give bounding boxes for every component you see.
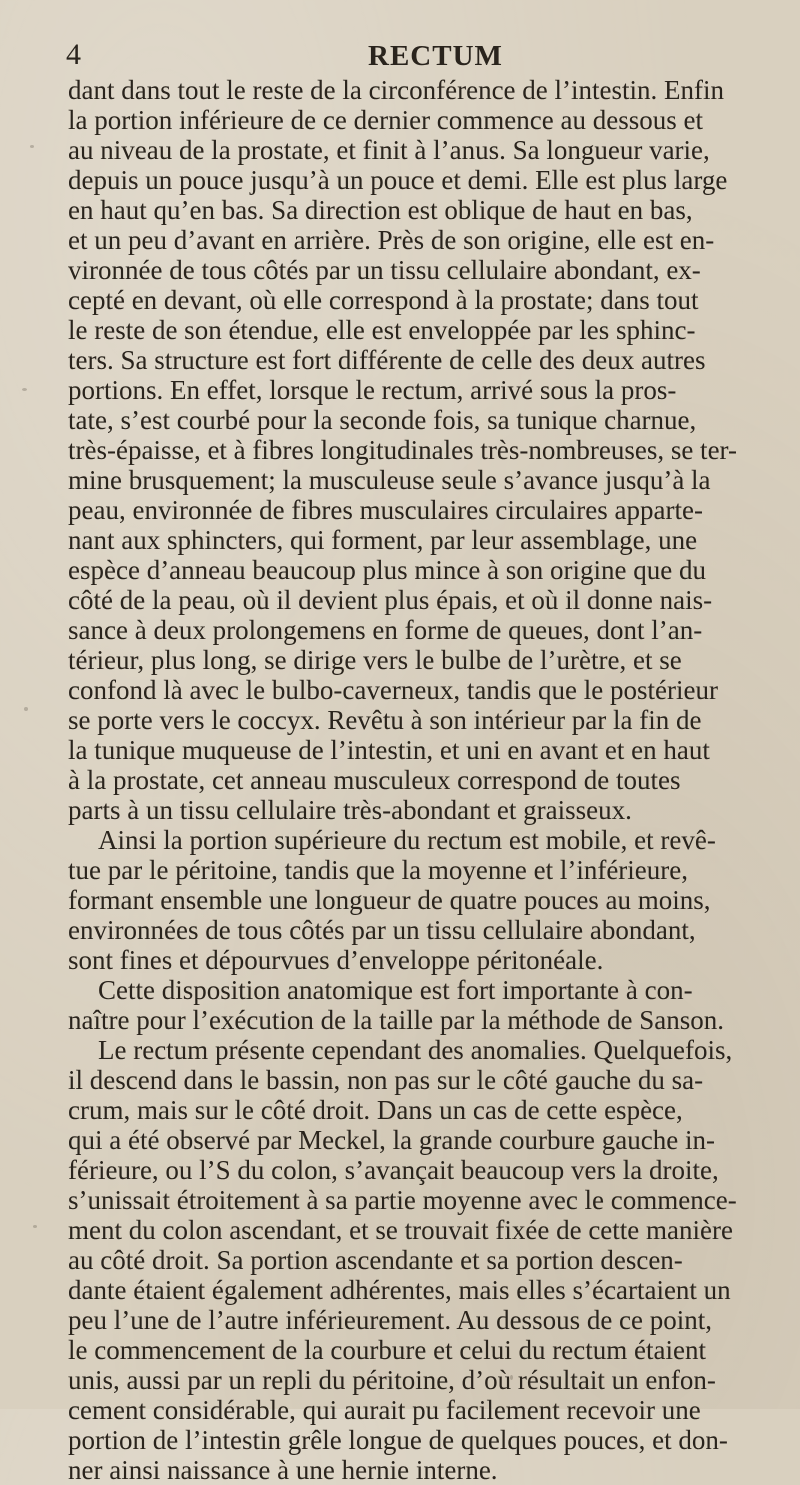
- paragraph-start-line: Cette disposition anatomique est fort importante à con-: [98, 975, 693, 1005]
- text-line: ters. Sa structure est fort différente de celle des deux autres: [68, 345, 706, 375]
- text-line: depuis un pouce jusqu’à un pouce et demi. Elle est plus large: [68, 165, 728, 195]
- text-line: s’unissait étroitement à sa partie moyenne avec le commence-: [68, 1185, 737, 1215]
- text-line: et un peu d’avant en arrière. Près de son origine, elle est en-: [68, 225, 715, 255]
- text-line: espèce d’anneau beaucoup plus mince à son origine que du: [68, 555, 707, 585]
- text-line: confond là avec le bulbo-caverneux, tandis que le postérieur: [68, 675, 718, 705]
- text-line: au niveau de la prostate, et finit à l’anus. Sa longueur varie,: [68, 135, 710, 165]
- running-title: RECTUM: [368, 40, 503, 72]
- text-line: environnées de tous côtés par un tissu cellulaire abondant,: [68, 915, 696, 945]
- text-line: unis, aussi par un repli du péritoine, d’où résultait un enfon-: [68, 1365, 716, 1395]
- paper-speck: [24, 707, 28, 711]
- text-line: ment du colon ascendant, et se trouvait fixée de cette manière: [68, 1215, 733, 1245]
- text-line: portion de l’intestin grêle longue de quelques pouces, et don-: [68, 1425, 728, 1455]
- paper-speck: [33, 1225, 37, 1228]
- text-line: qui a été observé par Meckel, la grande courbure gauche in-: [68, 1125, 715, 1155]
- text-line: la portion inférieure de ce dernier commence au dessous et: [68, 105, 703, 135]
- text-line: peau, environnée de fibres musculaires circulaires apparte-: [68, 495, 703, 525]
- text-line: très-épaisse, et à fibres longitudinales très-nombreuses, se ter-: [68, 435, 737, 465]
- text-line: côté de la peau, où il devient plus épais, et où il donne nais-: [68, 585, 713, 615]
- text-line: se porte vers le coccyx. Revêtu à son intérieur par la fin de: [68, 705, 702, 735]
- text-line: naître pour l’exécution de la taille par la méthode de Sanson.: [68, 1005, 725, 1035]
- paragraph-start-line: Ainsi la portion supérieure du rectum est mobile, et revê-: [98, 825, 716, 855]
- text-line: tate, s’est courbé pour la seconde fois, sa tunique charnue,: [68, 405, 697, 435]
- text-line: sance à deux prolongemens en forme de queues, dont l’an-: [68, 615, 703, 645]
- text-line: mine brusquement; la musculeuse seule s’avance jusqu’à la: [68, 465, 711, 495]
- text-line: tue par le péritoine, tandis que la moyenne et l’inférieure,: [68, 855, 688, 885]
- paragraph-start-line: Le rectum présente cependant des anomalies. Quelquefois,: [98, 1035, 733, 1065]
- text-line: à la prostate, cet anneau musculeux correspond de toutes: [68, 765, 681, 795]
- text-line: le commencement de la courbure et celui du rectum étaient: [68, 1335, 706, 1365]
- text-line: ner ainsi naissance à une hernie interne.: [68, 1455, 498, 1485]
- text-line: dant dans tout le reste de la circonférence de l’intestin. Enfin: [68, 75, 724, 105]
- paper-speck: [30, 145, 34, 148]
- text-line: formant ensemble une longueur de quatre pouces au moins,: [68, 885, 711, 915]
- text-line: cement considérable, qui aurait pu facilement recevoir une: [68, 1395, 701, 1425]
- text-line: portions. En effet, lorsque le rectum, arrivé sous la pros-: [68, 375, 677, 405]
- paper-speck: [510, 1375, 513, 1380]
- text-line: au côté droit. Sa portion ascendante et sa portion descen-: [68, 1245, 683, 1275]
- text-line: cepté en devant, où elle correspond à la prostate; dans tout: [68, 285, 699, 315]
- text-line: férieure, ou l’S du colon, s’avançait beaucoup vers la droite,: [68, 1155, 719, 1185]
- running-head: [66, 34, 760, 74]
- text-line: peu l’une de l’autre inférieurement. Au dessous de ce point,: [68, 1305, 713, 1335]
- page-number: 4: [66, 38, 81, 71]
- text-line: nant aux sphincters, qui forment, par leur assemblage, une: [68, 525, 698, 555]
- text-line: vironnée de tous côtés par un tissu cellulaire abondant, ex-: [68, 255, 701, 285]
- text-line: la tunique muqueuse de l’intestin, et uni en avant et en haut: [68, 735, 710, 765]
- text-line: il descend dans le bassin, non pas sur le côté gauche du sa-: [68, 1065, 704, 1095]
- text-line: le reste de son étendue, elle est enveloppée par les sphinc-: [68, 315, 696, 345]
- text-line: sont fines et dépourvues d’enveloppe péritonéale.: [68, 945, 604, 975]
- paper-speck: [22, 388, 27, 391]
- body-text: [68, 75, 788, 1485]
- text-line: en haut qu’en bas. Sa direction est oblique de haut en bas,: [68, 195, 693, 225]
- text-line: crum, mais sur le côté droit. Dans un cas de cette espèce,: [68, 1095, 683, 1125]
- text-line: térieur, plus long, se dirige vers le bulbe de l’urètre, et se: [68, 645, 682, 675]
- text-line: parts à un tissu cellulaire très-abondant et graisseux.: [68, 795, 632, 825]
- text-line: dante étaient également adhérentes, mais elles s’écartaient un: [68, 1275, 731, 1305]
